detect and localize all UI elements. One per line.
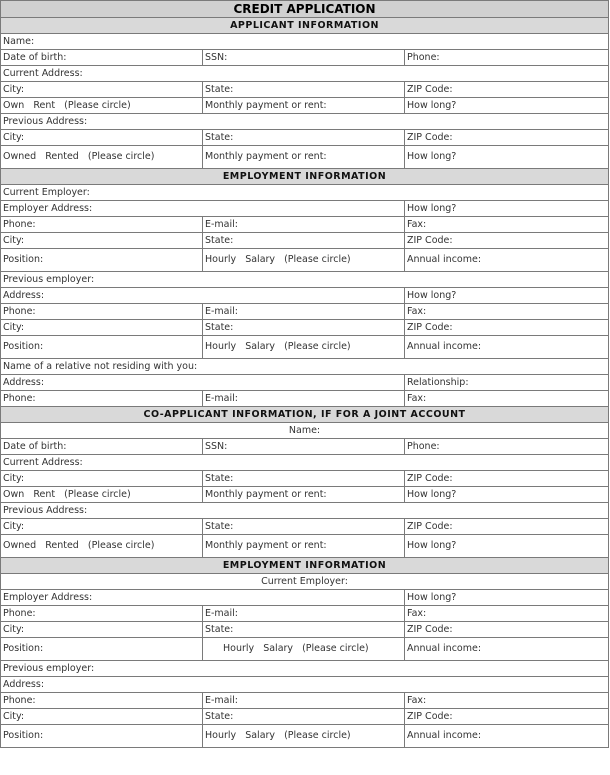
coemp-previous-employer-field[interactable]: Previous employer: xyxy=(1,661,609,677)
emp-position-field[interactable]: Position: xyxy=(1,249,203,272)
coapp-prev-how-long-field[interactable]: How long? xyxy=(405,535,609,558)
applicant-prev-zip-field[interactable]: ZIP Code: xyxy=(405,130,609,146)
coemp-position-field[interactable]: Position: xyxy=(1,638,203,661)
relative-relationship-field[interactable]: Relationship: xyxy=(405,375,609,391)
coapp-name-field[interactable]: Name: xyxy=(1,423,609,439)
form-title: CREDIT APPLICATION xyxy=(1,1,609,18)
applicant-name-field[interactable]: Name: xyxy=(1,34,609,50)
coemp-prev-position-field[interactable]: Position: xyxy=(1,725,203,748)
applicant-prev-state-field[interactable]: State: xyxy=(203,130,405,146)
applicant-city-field[interactable]: City: xyxy=(1,82,203,98)
coemp-hourly-salary-choice[interactable]: Hourly Salary (Please circle) xyxy=(203,638,405,661)
emp-prev-email-field[interactable]: E-mail: xyxy=(203,304,405,320)
coemp-email-field[interactable]: E-mail: xyxy=(203,606,405,622)
applicant-prev-monthly-payment-field[interactable]: Monthly payment or rent: xyxy=(203,146,405,169)
applicant-how-long-field[interactable]: How long? xyxy=(405,98,609,114)
emp-employer-address-field[interactable]: Employer Address: xyxy=(1,201,405,217)
relative-email-field[interactable]: E-mail: xyxy=(203,391,405,407)
emp-state-field[interactable]: State: xyxy=(203,233,405,249)
coemp-zip-field[interactable]: ZIP Code: xyxy=(405,622,609,638)
applicant-phone-field[interactable]: Phone: xyxy=(405,50,609,66)
emp-prev-state-field[interactable]: State: xyxy=(203,320,405,336)
applicant-prev-city-field[interactable]: City: xyxy=(1,130,203,146)
emp-fax-field[interactable]: Fax: xyxy=(405,217,609,233)
applicant-previous-address-field[interactable]: Previous Address: xyxy=(1,114,609,130)
emp-prev-phone-field[interactable]: Phone: xyxy=(1,304,203,320)
applicant-dob-field[interactable]: Date of birth: xyxy=(1,50,203,66)
section-employment-header: EMPLOYMENT INFORMATION xyxy=(1,169,609,185)
coapp-dob-field[interactable]: Date of birth: xyxy=(1,439,203,455)
emp-prev-address-field[interactable]: Address: xyxy=(1,288,405,304)
section-applicant-header: APPLICANT INFORMATION xyxy=(1,18,609,34)
coemp-prev-phone-field[interactable]: Phone: xyxy=(1,693,203,709)
emp-city-field[interactable]: City: xyxy=(1,233,203,249)
emp-prev-hourly-salary-choice[interactable]: Hourly Salary (Please circle) xyxy=(203,336,405,359)
emp-previous-employer-field[interactable]: Previous employer: xyxy=(1,272,609,288)
coapp-prev-state-field[interactable]: State: xyxy=(203,519,405,535)
emp-prev-city-field[interactable]: City: xyxy=(1,320,203,336)
applicant-ssn-field[interactable]: SSN: xyxy=(203,50,405,66)
coapp-zip-field[interactable]: ZIP Code: xyxy=(405,471,609,487)
coemp-prev-fax-field[interactable]: Fax: xyxy=(405,693,609,709)
coapp-state-field[interactable]: State: xyxy=(203,471,405,487)
relative-phone-field[interactable]: Phone: xyxy=(1,391,203,407)
coapp-how-long-field[interactable]: How long? xyxy=(405,487,609,503)
coapp-phone-field[interactable]: Phone: xyxy=(405,439,609,455)
coemp-prev-state-field[interactable]: State: xyxy=(203,709,405,725)
coemp-prev-annual-income-field[interactable]: Annual income: xyxy=(405,725,609,748)
coapp-prev-city-field[interactable]: City: xyxy=(1,519,203,535)
emp-zip-field[interactable]: ZIP Code: xyxy=(405,233,609,249)
relative-name-field[interactable]: Name of a relative not residing with you: xyxy=(1,359,609,375)
section-coapp-employment-header: EMPLOYMENT INFORMATION xyxy=(1,558,609,574)
applicant-owned-rented-choice[interactable]: Owned Rented (Please circle) xyxy=(1,146,203,169)
emp-how-long-field[interactable]: How long? xyxy=(405,201,609,217)
coemp-prev-address-field[interactable]: Address: xyxy=(1,677,609,693)
coemp-state-field[interactable]: State: xyxy=(203,622,405,638)
coemp-current-employer-field[interactable]: Current Employer: xyxy=(1,574,609,590)
applicant-monthly-payment-field[interactable]: Monthly payment or rent: xyxy=(203,98,405,114)
emp-prev-zip-field[interactable]: ZIP Code: xyxy=(405,320,609,336)
applicant-current-address-field[interactable]: Current Address: xyxy=(1,66,609,82)
coapp-prev-zip-field[interactable]: ZIP Code: xyxy=(405,519,609,535)
emp-hourly-salary-choice[interactable]: Hourly Salary (Please circle) xyxy=(203,249,405,272)
coemp-phone-field[interactable]: Phone: xyxy=(1,606,203,622)
coemp-city-field[interactable]: City: xyxy=(1,622,203,638)
coapp-city-field[interactable]: City: xyxy=(1,471,203,487)
emp-prev-position-field[interactable]: Position: xyxy=(1,336,203,359)
coapp-current-address-field[interactable]: Current Address: xyxy=(1,455,609,471)
section-coapplicant-header: CO-APPLICANT INFORMATION, IF FOR A JOINT ACCOUNT xyxy=(1,407,609,423)
coapp-own-rent-choice[interactable]: Own Rent (Please circle) xyxy=(1,487,203,503)
applicant-prev-how-long-field[interactable]: How long? xyxy=(405,146,609,169)
coapp-previous-address-field[interactable]: Previous Address: xyxy=(1,503,609,519)
coapp-prev-monthly-payment-field[interactable]: Monthly payment or rent: xyxy=(203,535,405,558)
emp-current-employer-field[interactable]: Current Employer: xyxy=(1,185,609,201)
coemp-prev-email-field[interactable]: E-mail: xyxy=(203,693,405,709)
coemp-prev-zip-field[interactable]: ZIP Code: xyxy=(405,709,609,725)
relative-fax-field[interactable]: Fax: xyxy=(405,391,609,407)
emp-prev-annual-income-field[interactable]: Annual income: xyxy=(405,336,609,359)
emp-phone-field[interactable]: Phone: xyxy=(1,217,203,233)
emp-prev-how-long-field[interactable]: How long? xyxy=(405,288,609,304)
emp-prev-fax-field[interactable]: Fax: xyxy=(405,304,609,320)
coapp-ssn-field[interactable]: SSN: xyxy=(203,439,405,455)
coemp-employer-address-field[interactable]: Employer Address: xyxy=(1,590,405,606)
coemp-how-long-field[interactable]: How long? xyxy=(405,590,609,606)
coemp-prev-hourly-salary-choice[interactable]: Hourly Salary (Please circle) xyxy=(203,725,405,748)
coemp-fax-field[interactable]: Fax: xyxy=(405,606,609,622)
coapp-owned-rented-choice[interactable]: Owned Rented (Please circle) xyxy=(1,535,203,558)
applicant-state-field[interactable]: State: xyxy=(203,82,405,98)
applicant-zip-field[interactable]: ZIP Code: xyxy=(405,82,609,98)
relative-address-field[interactable]: Address: xyxy=(1,375,405,391)
coapp-monthly-payment-field[interactable]: Monthly payment or rent: xyxy=(203,487,405,503)
coemp-annual-income-field[interactable]: Annual income: xyxy=(405,638,609,661)
emp-annual-income-field[interactable]: Annual income: xyxy=(405,249,609,272)
applicant-own-rent-choice[interactable]: Own Rent (Please circle) xyxy=(1,98,203,114)
emp-email-field[interactable]: E-mail: xyxy=(203,217,405,233)
coemp-prev-city-field[interactable]: City: xyxy=(1,709,203,725)
